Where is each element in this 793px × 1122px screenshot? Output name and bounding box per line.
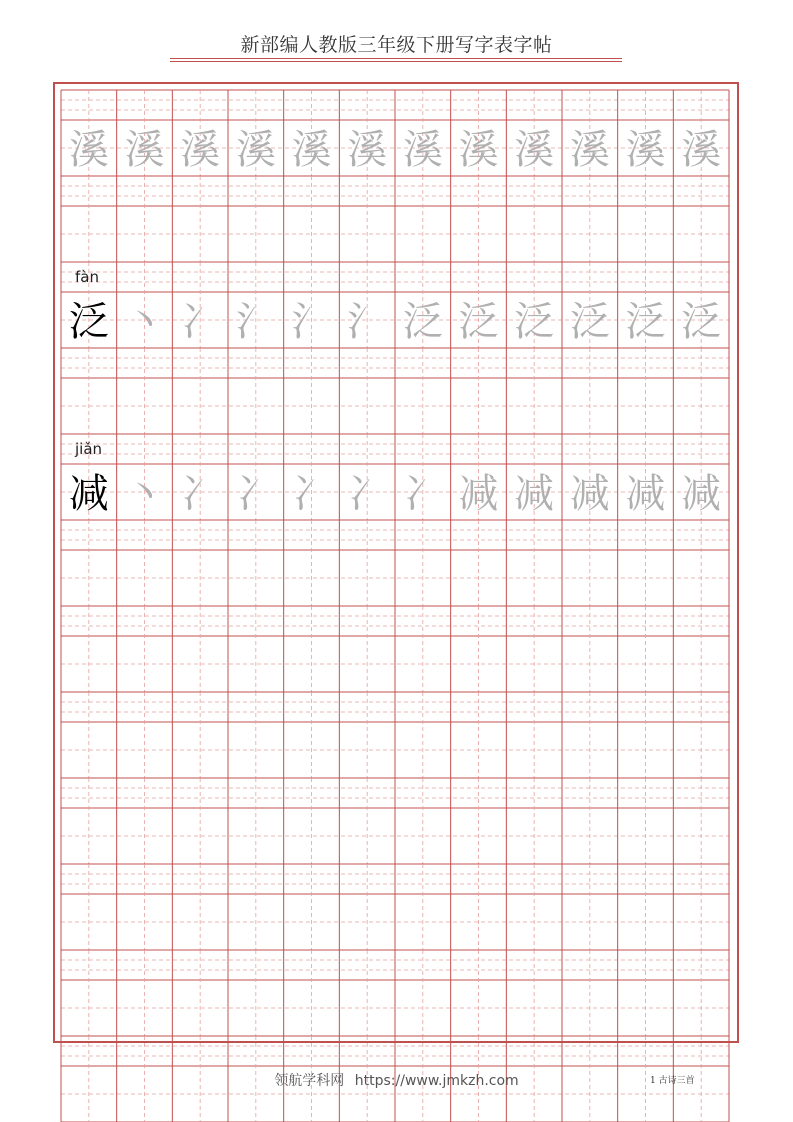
trace-character: 冫 — [291, 471, 332, 517]
trace-character: 减 — [681, 471, 722, 517]
trace-character: 冫 — [180, 299, 221, 345]
trace-character: 减 — [625, 471, 666, 517]
trace-character: 溪 — [291, 127, 332, 173]
trace-character: 氵 — [347, 299, 388, 345]
trace-character: 溪 — [625, 127, 666, 173]
trace-character: 溪 — [347, 127, 388, 173]
trace-character: 减 — [514, 471, 555, 517]
trace-character: 减 — [569, 471, 610, 517]
trace-character: 丶 — [124, 471, 165, 517]
trace-character: 泛 — [625, 299, 666, 345]
trace-character: 溪 — [458, 127, 499, 173]
trace-character: 泛 — [681, 299, 722, 345]
trace-character: 丶 — [124, 299, 165, 345]
trace-character: 冫 — [347, 471, 388, 517]
trace-character: 溪 — [235, 127, 276, 173]
model-character: 泛 — [68, 299, 109, 345]
trace-character: 泛 — [402, 299, 443, 345]
pinyin-label: jiǎn — [75, 440, 103, 458]
trace-character: 泛 — [458, 299, 499, 345]
trace-character: 溪 — [681, 127, 722, 173]
footer-site-name: 领航学科网 — [274, 1073, 345, 1089]
footer-url[interactable]: https://www.jmkzh.com — [354, 1073, 519, 1089]
trace-character: 溪 — [514, 127, 555, 173]
trace-character: 泛 — [514, 299, 555, 345]
model-character: 减 — [68, 471, 109, 517]
trace-character: 泛 — [569, 299, 610, 345]
trace-character: 冫 — [235, 471, 276, 517]
trace-character: 溪 — [402, 127, 443, 173]
trace-character: 溪 — [124, 127, 165, 173]
trace-character: 溪 — [68, 127, 109, 173]
trace-character: 氵 — [291, 299, 332, 345]
trace-character: 溪 — [180, 127, 221, 173]
trace-character: 氵 — [235, 299, 276, 345]
trace-character: 减 — [458, 471, 499, 517]
trace-character: 冫 — [180, 471, 221, 517]
trace-character: 溪 — [569, 127, 610, 173]
page-title: 新部编人教版三年级下册写字表字帖 — [240, 34, 553, 56]
trace-character: 冫 — [402, 471, 443, 517]
pinyin-label: fàn — [75, 268, 99, 286]
lesson-label: 1 古诗三首 — [650, 1076, 695, 1086]
